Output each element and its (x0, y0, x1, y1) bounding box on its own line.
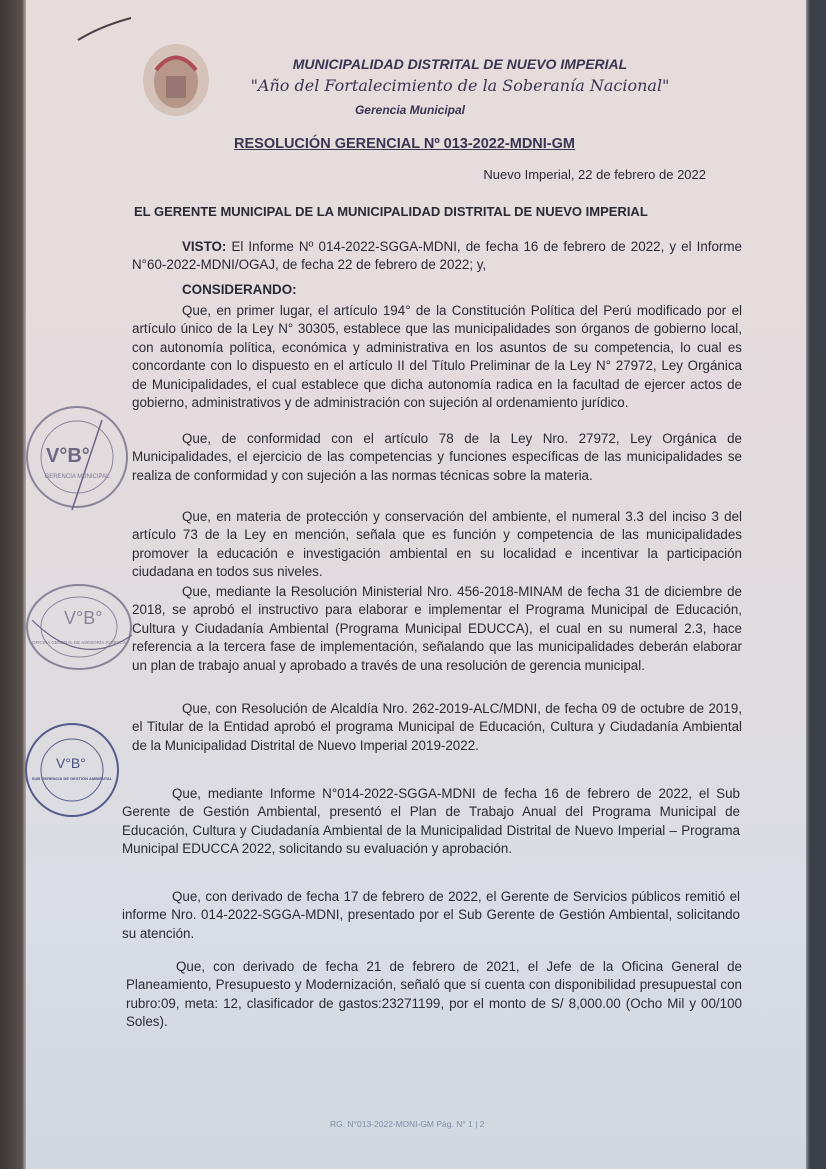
stamp-mark: V°B° (64, 608, 103, 628)
considerando-heading: CONSIDERANDO: (182, 282, 297, 297)
paragraph: Que, con Resolución de Alcaldía Nro. 262-2019-ALC/MDNI, de fecha 09 de octubre de 2019, el Titular de la Entidad aprobó el programa Municipal de Educación, Cultura y Ciudadanía Ambiental de la Municipalidad Distrital de Nuevo Imperial 2019-2022. (132, 701, 742, 753)
resolution-title: RESOLUCIÓN GERENCIAL Nº 013-2022-MDNI-GM (234, 136, 575, 152)
paragraph: Que, en primer lugar, el artículo 194° de la Constitución Política del Perú modificado por el artículo único de la Ley N° 30305, establece que las municipalidades son órganos de gobierno local, con autonomía política, económica y administrativa en los asuntos de su competencia, lo cual es concordante con lo dispuesto en el artículo II del Título Preliminar de la Ley N° 27972, Ley Orgánica de Municipalidades, el cual establece que dicha autonomía radica en la facultad de ejercer actos de gobierno, administrativos y de administración con sujeción al ordenamiento jurídico. (132, 303, 742, 411)
issuer-heading: EL GERENTE MUNICIPAL DE LA MUNICIPALIDAD DISTRITAL DE NUEVO IMPERIAL (134, 204, 648, 219)
paragraph: Que, mediante la Resolución Ministerial Nro. 456-2018-MINAM de fecha 31 de diciembre de 2018, se aprobó el instructivo para elaborar e implementar el Programa Municipal de Educación, Cultura y Ciudadanía Ambiental (Programa Municipal EDUCCA), el cual en su numeral 2.3, hace referencia a la tercera fase de implementación, señalando que las municipalidades deberán elaborar un plan de trabajo anual y aprobado a través de una resolución de gerencia municipal. (132, 584, 742, 673)
approval-stamp-gestion-ambiental (22, 720, 122, 820)
visto-text: El Informe Nº 014-2022-SGGA-MDNI, de fecha 16 de febrero de 2022, y el Informe N°60-2022-MDNI/OGAJ, de fecha 22 de febrero de 2022; y, (132, 239, 742, 273)
stamp-mark: V°B° (46, 445, 90, 467)
visto-paragraph (132, 238, 742, 275)
stamp-role: OFICINA GENERAL DE ASESORÍA JURÍDICA (32, 640, 126, 645)
approval-stamp-asesoria (22, 580, 137, 675)
paragraph: Que, de conformidad con el artículo 78 de la Ley Nro. 27972, Ley Orgánica de Municipalidades, el ejercicio de las competencias y funciones específicas de las municipalidades se realiza de conformidad y con sujeción a las normas técnicas sobre la materia. (132, 431, 742, 483)
stamp-role: SUB GERENCIA DE GESTIÓN AMBIENTAL (31, 776, 113, 781)
institution-name: MUNICIPALIDAD DISTRITAL DE NUEVO IMPERIAL (292, 56, 628, 72)
stamp-role: GERENCIA MUNICIPAL (44, 474, 110, 480)
paragraph: Que, en materia de protección y conservación del ambiente, el numeral 3.3 del inciso 3 del artículo 73 de la Ley en mención, señala que es función y competencia de las municipalidades promover la educación e investigación ambiental en su localidad e incentivar la participación ciudadana en todos sus niveles. (132, 509, 742, 580)
paragraph: Que, mediante Informe N°014-2022-SGGA-MDNI de fecha 16 de febrero de 2022, el Sub Gerente de Gestión Ambiental, presentó el Plan de Trabajo Anual del Programa Municipal de Educación, Cultura y Ciudadanía Ambiental de la Municipalidad Distrital de Nuevo Imperial – Programa Municipal EDUCCA 2022, solicitando su evaluación y aprobación. (122, 786, 740, 857)
pen-mark (76, 12, 136, 52)
year-motto: "Año del Fortalecimiento de la Soberanía Nacional" (250, 76, 670, 95)
approval-stamp-gerencia (22, 400, 132, 515)
visto-label: VISTO: (182, 239, 227, 254)
office-name: Gerencia Municipal (354, 103, 466, 117)
paragraph: Que, con derivado de fecha 21 de febrero de 2021, el Jefe de la Oficina General de Planeamiento, Presupuesto y Modernización, señaló que sí cuenta con disponibilidad presupuestal con rubro:09, meta: 12, clasificador de gastos:23271199, por el monto de S/ 8,000.00 (Ocho Mil y 00/100 Soles). (126, 959, 742, 1030)
document-date: Nuevo Imperial, 22 de febrero de 2022 (483, 167, 706, 182)
paragraph: Que, con derivado de fecha 17 de febrero de 2022, el Gerente de Servicios públicos remitió el informe Nro. 014-2022-SGGA-MDNI, presentado por el Sub Gerente de Gestión Ambiental, solicitando su atención. (122, 889, 740, 941)
stamp-mark: V°B° (56, 755, 86, 771)
page-footer: RG. N°013-2022-MDNI-GM Pág. N° 1 | 2 (330, 1119, 485, 1129)
